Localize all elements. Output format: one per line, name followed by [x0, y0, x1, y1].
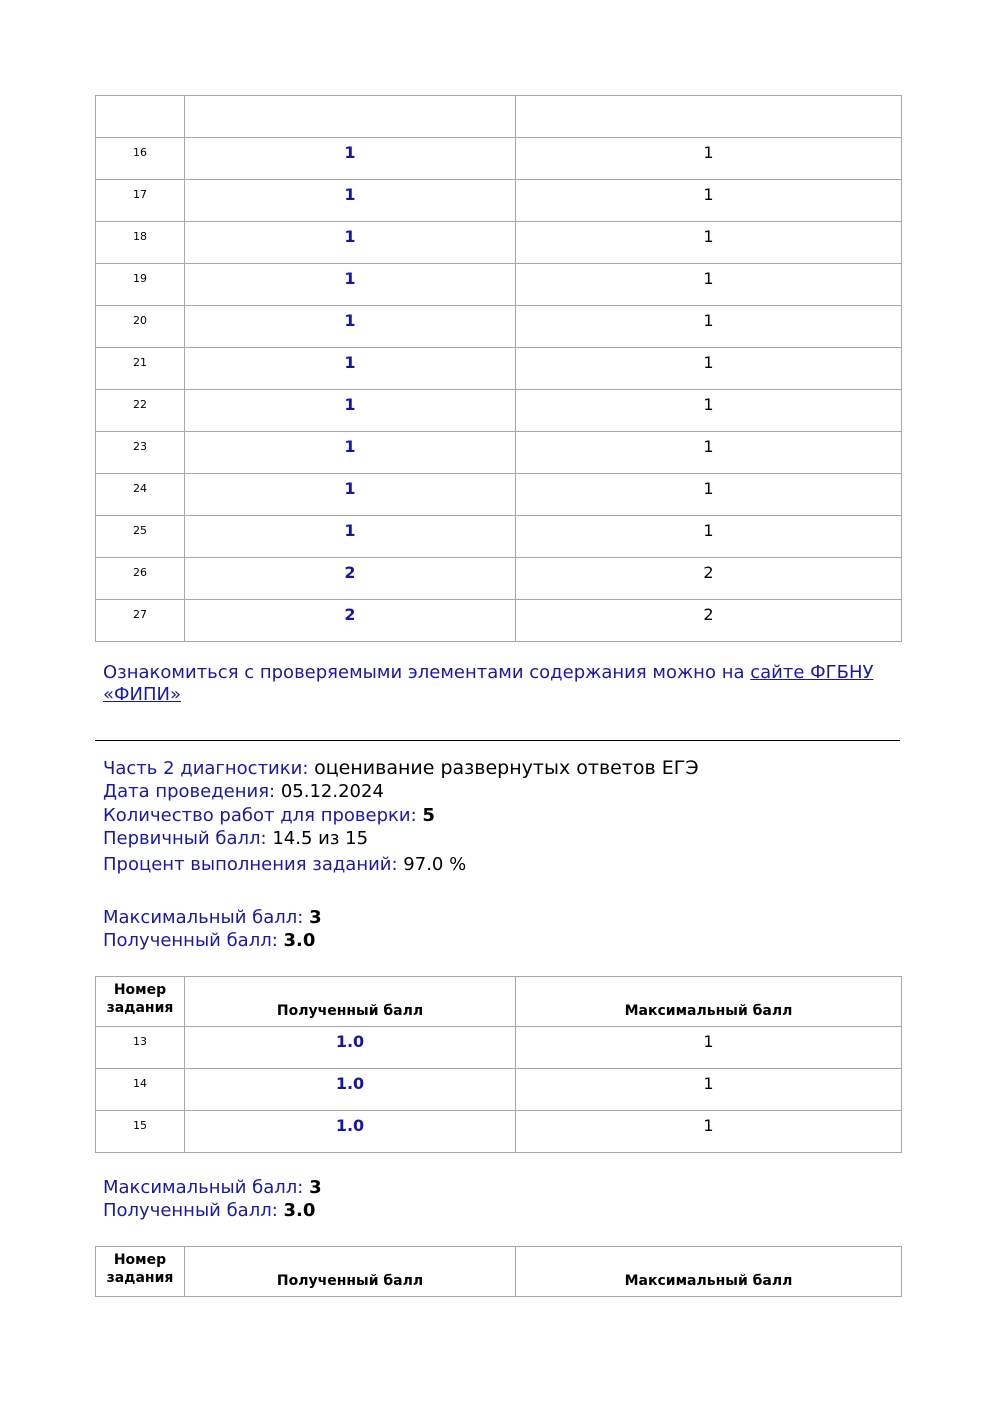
got-value: 3.0: [283, 930, 316, 951]
task-number: 19: [96, 264, 185, 306]
max-value: 3: [309, 1177, 322, 1198]
task-number: 16: [96, 138, 185, 180]
max-score: 1: [516, 1111, 902, 1153]
scores-table-part3: [95, 1246, 902, 1297]
max-score: 1: [516, 138, 902, 180]
max-label: Максимальный балл:: [103, 907, 304, 928]
fipi-link-line2: «ФИПИ»: [103, 684, 181, 705]
got-label: Полученный балл:: [103, 930, 278, 951]
max-score: 1: [516, 390, 902, 432]
max-score: 1: [516, 306, 902, 348]
table-row: [96, 264, 902, 306]
table-row: [96, 432, 902, 474]
table-row: [96, 1027, 902, 1069]
received-score: 1: [185, 264, 516, 306]
percent-line: [103, 854, 466, 876]
table-header-cell: [516, 96, 902, 138]
max-score: 2: [516, 558, 902, 600]
percent-value: 97.0 %: [403, 854, 467, 875]
table-header-row: [96, 1247, 902, 1297]
table-row: [96, 306, 902, 348]
received-score: 1: [185, 390, 516, 432]
block1-max-line: [103, 907, 322, 929]
max-label: Максимальный балл:: [103, 1177, 304, 1198]
header-task-number-l2: задания: [106, 1000, 174, 1016]
scores-table-part1: [95, 95, 902, 642]
table-row: [96, 180, 902, 222]
header-task-number: [96, 977, 185, 1027]
task-number: 18: [96, 222, 185, 264]
received-score: 1.0: [185, 1027, 516, 1069]
table-row: [96, 1069, 902, 1111]
primary-score-line: [103, 828, 368, 850]
task-number: 17: [96, 180, 185, 222]
block2-max-line: [103, 1177, 322, 1199]
count-value: 5: [422, 805, 435, 826]
received-score: 1: [185, 306, 516, 348]
task-number: 22: [96, 390, 185, 432]
header-received-score: Полученный балл: [185, 1247, 516, 1297]
max-value: 3: [309, 907, 322, 928]
part2-title-line: [103, 757, 699, 780]
table-row: [96, 348, 902, 390]
max-score: 1: [516, 474, 902, 516]
table-header-row-empty: [96, 96, 902, 138]
date-line: [103, 781, 384, 803]
received-score: 1: [185, 474, 516, 516]
table-row: [96, 558, 902, 600]
count-line: [103, 805, 435, 827]
received-score: 1.0: [185, 1069, 516, 1111]
max-score: 1: [516, 180, 902, 222]
block2-got-line: [103, 1200, 315, 1222]
table-header-row: [96, 977, 902, 1027]
task-number: 26: [96, 558, 185, 600]
table-row: [96, 516, 902, 558]
task-number: 23: [96, 432, 185, 474]
task-number: 24: [96, 474, 185, 516]
max-score: 2: [516, 600, 902, 642]
table-header-cell: [96, 96, 185, 138]
primary-label: Первичный балл:: [103, 828, 267, 849]
info-text: Ознакомиться с проверяемыми элементами содержания можно на: [103, 662, 751, 683]
got-value: 3.0: [283, 1200, 316, 1221]
table-header-cell: [185, 96, 516, 138]
table-row: [96, 390, 902, 432]
task-number: 27: [96, 600, 185, 642]
received-score: 1: [185, 516, 516, 558]
received-score: 1: [185, 348, 516, 390]
section-divider: [95, 740, 900, 741]
date-label: Дата проведения:: [103, 781, 276, 802]
received-score: 2: [185, 600, 516, 642]
task-number: 20: [96, 306, 185, 348]
part2-value: оценивание развернутых ответов ЕГЭ: [314, 757, 699, 779]
table-row: [96, 474, 902, 516]
count-label: Количество работ для проверки:: [103, 805, 417, 826]
table-row: [96, 600, 902, 642]
fipi-info-text: [103, 662, 903, 706]
max-score: 1: [516, 264, 902, 306]
got-label: Полученный балл:: [103, 1200, 278, 1221]
table-row: [96, 138, 902, 180]
task-number: 13: [96, 1027, 185, 1069]
task-number: 21: [96, 348, 185, 390]
task-number: 14: [96, 1069, 185, 1111]
max-score: 1: [516, 348, 902, 390]
received-score: 1.0: [185, 1111, 516, 1153]
received-score: 2: [185, 558, 516, 600]
date-value: 05.12.2024: [280, 781, 384, 802]
header-task-number-l1: Номер: [113, 1252, 167, 1268]
part2-label: Часть 2 диагностики:: [103, 758, 309, 779]
max-score: 1: [516, 432, 902, 474]
primary-value: 14.5 из 15: [272, 828, 369, 849]
block1-got-line: [103, 930, 315, 952]
header-task-number: [96, 1247, 185, 1297]
task-number: 25: [96, 516, 185, 558]
fipi-link-line1: сайте ФГБНУ: [750, 662, 874, 683]
max-score: 1: [516, 222, 902, 264]
header-received-score: Полученный балл: [185, 977, 516, 1027]
received-score: 1: [185, 432, 516, 474]
max-score: 1: [516, 1069, 902, 1111]
max-score: 1: [516, 1027, 902, 1069]
table-row: [96, 222, 902, 264]
percent-label: Процент выполнения заданий:: [103, 854, 398, 875]
scores-table-part2: [95, 976, 902, 1153]
header-task-number-l1: Номер: [113, 982, 167, 998]
received-score: 1: [185, 222, 516, 264]
header-max-score: Максимальный балл: [516, 977, 902, 1027]
received-score: 1: [185, 138, 516, 180]
max-score: 1: [516, 516, 902, 558]
received-score: 1: [185, 180, 516, 222]
header-task-number-l2: задания: [106, 1270, 174, 1286]
header-max-score: Максимальный балл: [516, 1247, 902, 1297]
table-row: [96, 1111, 902, 1153]
task-number: 15: [96, 1111, 185, 1153]
